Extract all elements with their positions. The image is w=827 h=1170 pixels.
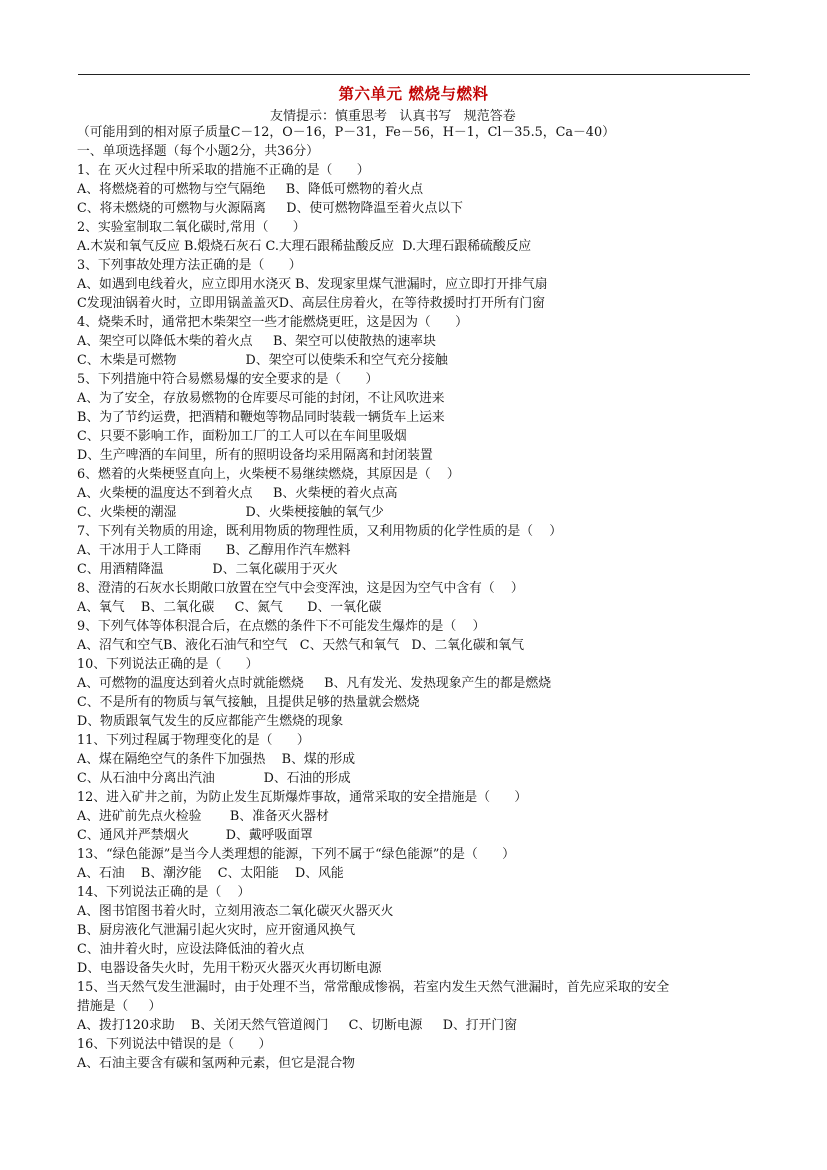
text-line: 一、单项选择题（每个小题2分，共36分） [77, 144, 319, 159]
text-line: 11、下列过程属于物理变化的是（ ） [77, 733, 310, 748]
text-line: 12、进入矿井之前，为防止发生瓦斯爆炸事故，通常采取的安全措施是（ ） [77, 790, 528, 805]
text-line: A、将燃烧着的可燃物与空气隔绝 B、降低可燃物的着火点 [77, 182, 424, 197]
text-line: A、干冰用于人工降雨 B、乙醇用作汽车燃料 [77, 543, 351, 558]
text-line: C、木柴是可燃物 D、架空可以使柴禾和空气充分接触 [77, 353, 448, 368]
text-line: 14、下列说法正确的是（ ） [77, 885, 251, 900]
text-line: A、沼气和空气B、液化石油气和空气 C、天然气和氧气 D、二氧化碳和氧气 [77, 638, 525, 653]
text-line: C、只要不影响工作，面粉加工厂的工人可以在车间里吸烟 [77, 429, 407, 444]
page-subtitle: 友情提示：慎重思考 认真书写 规范答卷 [270, 109, 516, 124]
question-body [77, 123, 767, 1073]
text-line: A、可燃物的温度达到着火点时就能燃烧 B、凡有发光、发热现象产生的都是燃烧 [77, 676, 552, 691]
text-line: B、为了节约运费，把酒精和鞭炮等物品同时装载一辆货车上运来 [77, 410, 445, 425]
text-line: A、氧气 B、二氧化碳 C、氮气 D、一氧化碳 [77, 600, 382, 615]
text-line: D、物质跟氧气发生的反应都能产生燃烧的现象 [77, 714, 344, 729]
text-line: A、石油主要含有碳和氢两种元素，但它是混合物 [77, 1056, 355, 1071]
text-line: 1、在 灭火过程中所采取的措施不正确的是（ ） [77, 163, 370, 178]
text-line: 8、澄清的石灰水长期敞口放置在空气中会变浑浊，这是因为空气中含有（ ） [77, 581, 524, 596]
text-line: A、为了安全，存放易燃物的仓库要尽可能的封闭，不让风吹进来 [77, 391, 445, 406]
text-line: 5、下列措施中符合易燃易爆的安全要求的是（ ） [77, 372, 379, 387]
text-line: （可能用到的相对原子质量C－12，O－16，P－31，Fe－56，H－1，Cl－35.5，Ca－40） [77, 125, 615, 140]
text-line: A、进矿前先点火检验 B、准备灭火器材 [77, 809, 329, 824]
text-line: 6、燃着的火柴梗竖直向上，火柴梗不易继续燃烧，其原因是（ ） [77, 467, 460, 482]
text-line: 7、下列有关物质的用途，既利用物质的物理性质，又利用物质的化学性质的是（ ） [77, 524, 563, 539]
text-line: C、用酒精降温 D、二氧化碳用于灭火 [77, 562, 338, 577]
text-line: C发现油锅着火时，立即用锅盖盖灭D、高层住房着火，在等待救援时打开所有门窗 [77, 296, 545, 311]
text-line: A.木炭和氧气反应 B.煅烧石灰石 C.大理石跟稀盐酸反应 D.大理石跟稀硫酸反应 [77, 239, 532, 254]
text-line: A、拨打120求助 B、关闭天然气管道阀门 C、切断电源 D、打开门窗 [77, 1018, 517, 1033]
text-line: A、如遇到电线着火，应立即用水浇灭 B、发现家里煤气泄漏时，应立即打开排气扇 [77, 277, 548, 292]
header-rule [78, 74, 750, 75]
text-line: A、图书馆图书着火时，立刻用液态二氧化碳灭火器灭火 [77, 904, 394, 919]
text-line: B、厨房液化气泄漏引起火灾时，应开窗通风换气 [77, 923, 356, 938]
text-line: A、火柴梗的温度达不到着火点 B、火柴梗的着火点高 [77, 486, 398, 501]
text-line: D、生产啤酒的车间里，所有的照明设备均采用隔离和封闭装置 [77, 448, 433, 463]
text-line: C、油井着火时，应设法降低油的着火点 [77, 942, 305, 957]
text-line: A、石油 B、潮汐能 C、太阳能 D、风能 [77, 866, 344, 881]
text-line: 16、下列说法中错误的是（ ） [77, 1037, 272, 1052]
text-line: 措施是（ ） [77, 999, 162, 1014]
text-line: C、不是所有的物质与氧气接触，且提供足够的热量就会燃烧 [77, 695, 420, 710]
text-line: C、从石油中分离出汽油 D、石油的形成 [77, 771, 351, 786]
text-line: 4、烧柴禾时，通常把木柴架空一些才能燃烧更旺，这是因为（ ） [77, 315, 468, 330]
text-line: 15、当天然气发生泄漏时，由于处理不当，常常酿成惨祸，若室内发生天然气泄漏时，首先应采取的安全 [77, 980, 670, 995]
text-line: C、将未燃烧的可燃物与火源隔离 D、使可燃物降温至着火点以下 [77, 201, 463, 216]
text-line: 2、实验室制取二氧化碳时,常用（ ） [77, 220, 306, 235]
text-line: 3、下列事故处理方法正确的是（ ） [77, 258, 302, 273]
text-line: A、架空可以降低木柴的着火点 B、架空可以使散热的速率块 [77, 334, 436, 349]
text-line: D、电器设备失火时，先用干粉灭火器灭火再切断电源 [77, 961, 382, 976]
text-line: C、火柴梗的潮湿 D、火柴梗接触的氧气少 [77, 505, 384, 520]
text-line: 9、下列气体等体积混合后，在点燃的条件下不可能发生爆炸的是（ ） [77, 619, 486, 634]
text-line: 10、下列说法正确的是（ ） [77, 657, 259, 672]
text-line: C、通风并严禁烟火 D、戴呼吸面罩 [77, 828, 313, 843]
text-line: A、煤在隔绝空气的条件下加强热 B、煤的形成 [77, 752, 356, 767]
text-line: 13、“绿色能源”是当今人类理想的能源，下列不属于“绿色能源”的是（ ） [77, 847, 515, 862]
page-title: 第六单元 燃烧与燃料 [338, 84, 489, 103]
